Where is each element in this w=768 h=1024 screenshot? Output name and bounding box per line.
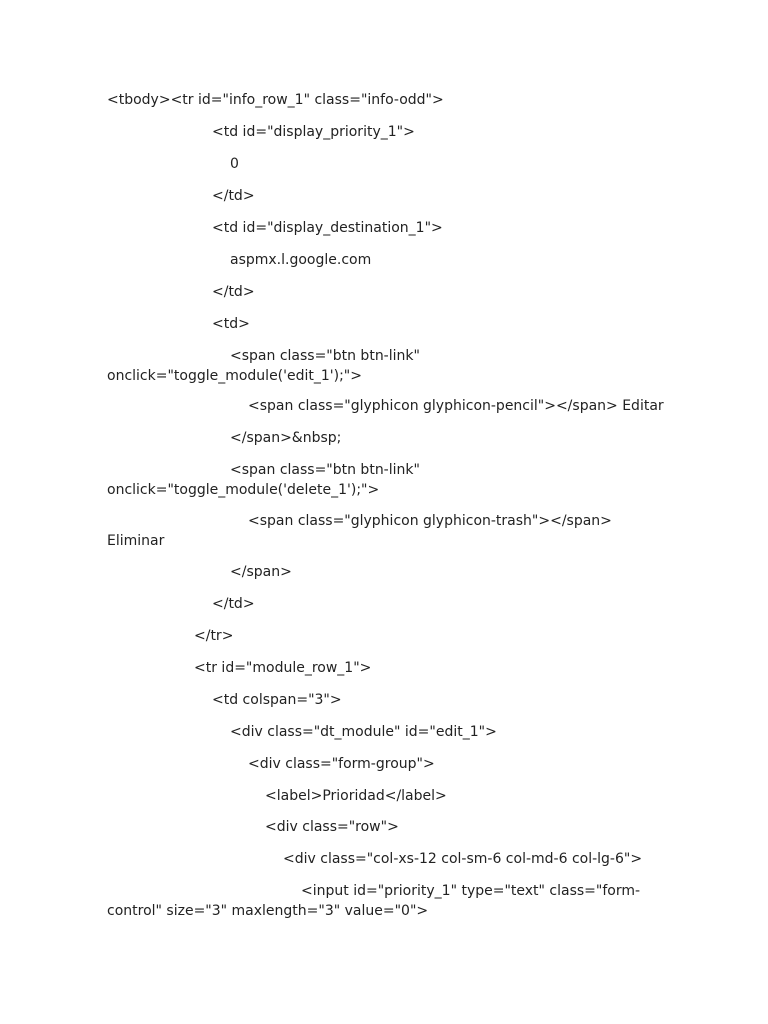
- code-line: <span class="glyphicon glyphicon-pencil"></span> Editar: [248, 398, 664, 414]
- code-line: <tr id="module_row_1">: [194, 660, 372, 676]
- code-line: </td>: [212, 284, 255, 300]
- code-line: <td id="display_destination_1">: [212, 220, 443, 236]
- code-line: <span class="glyphicon glyphicon-trash"></span>: [248, 513, 612, 529]
- code-line: <div class="col-xs-12 col-sm-6 col-md-6 col-lg-6">: [283, 851, 643, 867]
- code-line: <td colspan="3">: [212, 692, 342, 708]
- code-line: control" size="3" maxlength="3" value="0">: [107, 903, 429, 919]
- code-line: </td>: [212, 188, 255, 204]
- code-line: <td id="display_priority_1">: [212, 124, 415, 140]
- code-line: aspmx.l.google.com: [230, 252, 372, 268]
- code-line: onclick="toggle_module('edit_1');">: [107, 368, 362, 384]
- code-line: </span>&nbsp;: [230, 430, 342, 446]
- code-line: <div class="row">: [265, 819, 399, 835]
- code-line: <div class="form-group">: [248, 756, 435, 772]
- code-line: <div class="dt_module" id="edit_1">: [230, 724, 497, 740]
- code-line: onclick="toggle_module('delete_1');">: [107, 482, 380, 498]
- code-line: <tbody><tr id="info_row_1" class="info-odd">: [107, 92, 444, 108]
- code-line: </span>: [230, 564, 292, 580]
- code-line: 0: [230, 156, 239, 172]
- code-line: <input id="priority_1" type="text" class="form-: [301, 883, 641, 899]
- code-line: </td>: [212, 596, 255, 612]
- code-line: </tr>: [194, 628, 234, 644]
- code-line: <span class="btn btn-link": [230, 462, 420, 478]
- code-line: Eliminar: [107, 533, 165, 549]
- code-line: <span class="btn btn-link": [230, 348, 420, 364]
- code-line: <label>Prioridad</label>: [265, 788, 447, 804]
- code-line: <td>: [212, 316, 250, 332]
